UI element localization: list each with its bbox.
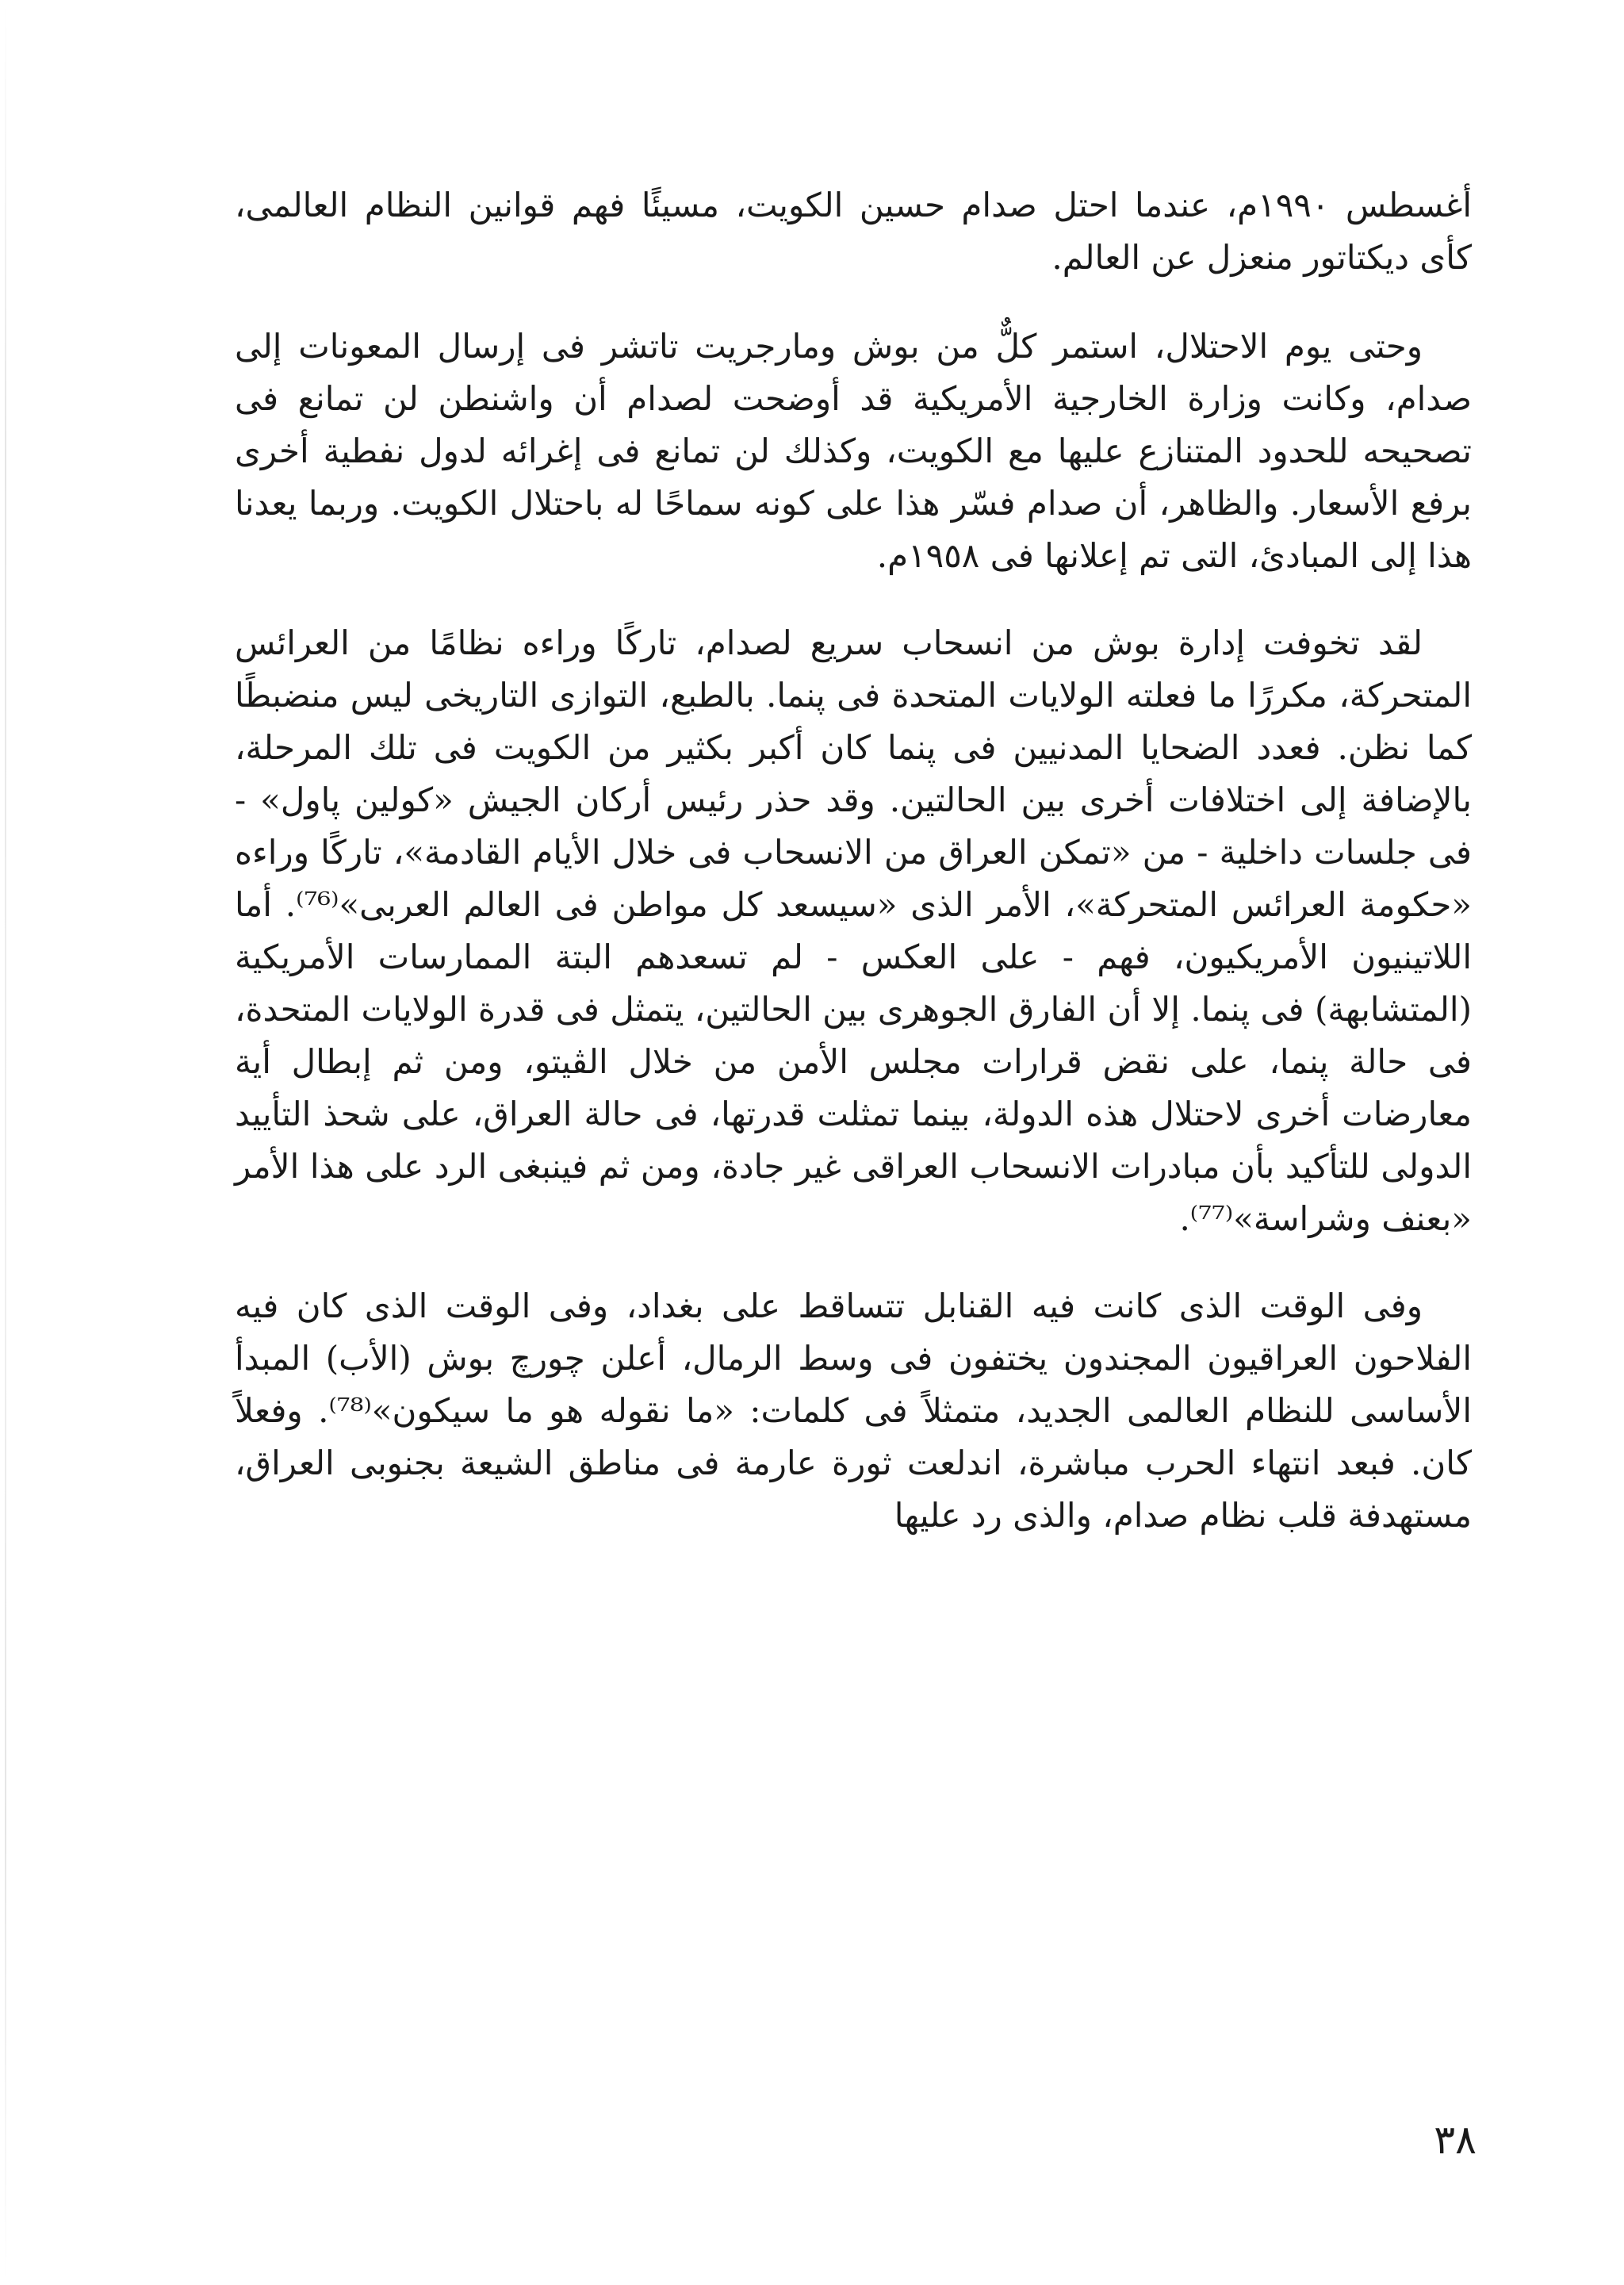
scan-edge-shadow xyxy=(5,0,6,2285)
body-text xyxy=(235,179,1472,1542)
page-number: ٣٨ xyxy=(1434,2117,1477,2163)
paragraph-3: لقد تخوفت إدارة بوش من انسحاب سريع لصدام، تاركًا وراءه نظامًا من العرائس المتحركة، مكررًا ما فعلته الولايات المتحدة فى پنما. بالطبع، التوازى التاريخى ليس منضبطًا كما نظن. فعدد الضحايا المدنيين فى پنما كان أكبر بكثير من الكويت فى تلك المرحلة، بالإضافة إلى اختلافات أخرى بين الحالتين. وقد حذر رئيس أركان الجيش «كولين پاول» - فى جلسات داخلية - من «تمكن العراق من الانسحاب فى خلال الأيام القادمة»، تاركًا وراءه «حكومة العرائس المتحركة»، الأمر الذى «سيسعد كل مواطن فى العالم العربى»⁽⁷⁶⁾. أما اللاتينيون الأمريكيون، فهم - على العكس - لم تسعدهم البتة الممارسات الأمريكية (المتشابهة) فى پنما. إلا أن الفارق الجوهرى بين الحالتين، يتمثل فى قدرة الولايات المتحدة، فى حالة پنما، على نقض قرارات مجلس الأمن من خلال الڤيتو، ومن ثم إبطال أية معارضات أخرى لاحتلال هذه الدولة، بينما تمثلت قدرتها، فى حالة العراق، على شحذ التأييد الدولى للتأكيد بأن مبادرات الانسحاب العراقى غير جادة، ومن ثم فينبغى الرد على هذا الأمر «بعنف وشراسة»⁽⁷⁷⁾. xyxy=(235,623,1472,1238)
paragraph-4: وفى الوقت الذى كانت فيه القنابل تتساقط على بغداد، وفى الوقت الذى كان فيه الفلاحون العراقيون المجندون يختفون فى وسط الرمال، أعلن چورچ بوش (الأب) المبدأ الأساسى للنظام العالمى الجديد، متمثلاً فى كلمات: «ما نقوله هو ما سيكون»⁽⁷⁸⁾. وفعلاً كان. فبعد انتهاء الحرب مباشرة، اندلعت ثورة عارمة فى مناطق الشيعة بجنوبى العراق، مستهدفة قلب نظام صدام، والذى رد عليها xyxy=(235,1286,1472,1535)
paragraph-2: وحتى يوم الاحتلال، استمر كلٌّ من بوش ومارجريت تاتشر فى إرسال المعونات إلى صدام، وكانت وزارة الخارجية الأمريكية قد أوضحت لصدام أن واشنطن لن تمانع فى تصحيحه للحدود المتنازع عليها مع الكويت، وكذلك لن تمانع فى إغرائه لدول نفطية أخرى برفع الأسعار. والظاهر، أن صدام فسّر هذا على كونه سماحًا له باحتلال الكويت. وربما يعدنا هذا إلى المبادئ، التى تم إعلانها فى ١٩٥٨م. xyxy=(235,327,1472,575)
paragraph-continuation: أغسطس ١٩٩٠م، عندما احتل صدام حسين الكويت، مسيئًا فهم قوانين النظام العالمى، كأى ديكتاتور منعزل عن العالم. xyxy=(235,186,1472,277)
